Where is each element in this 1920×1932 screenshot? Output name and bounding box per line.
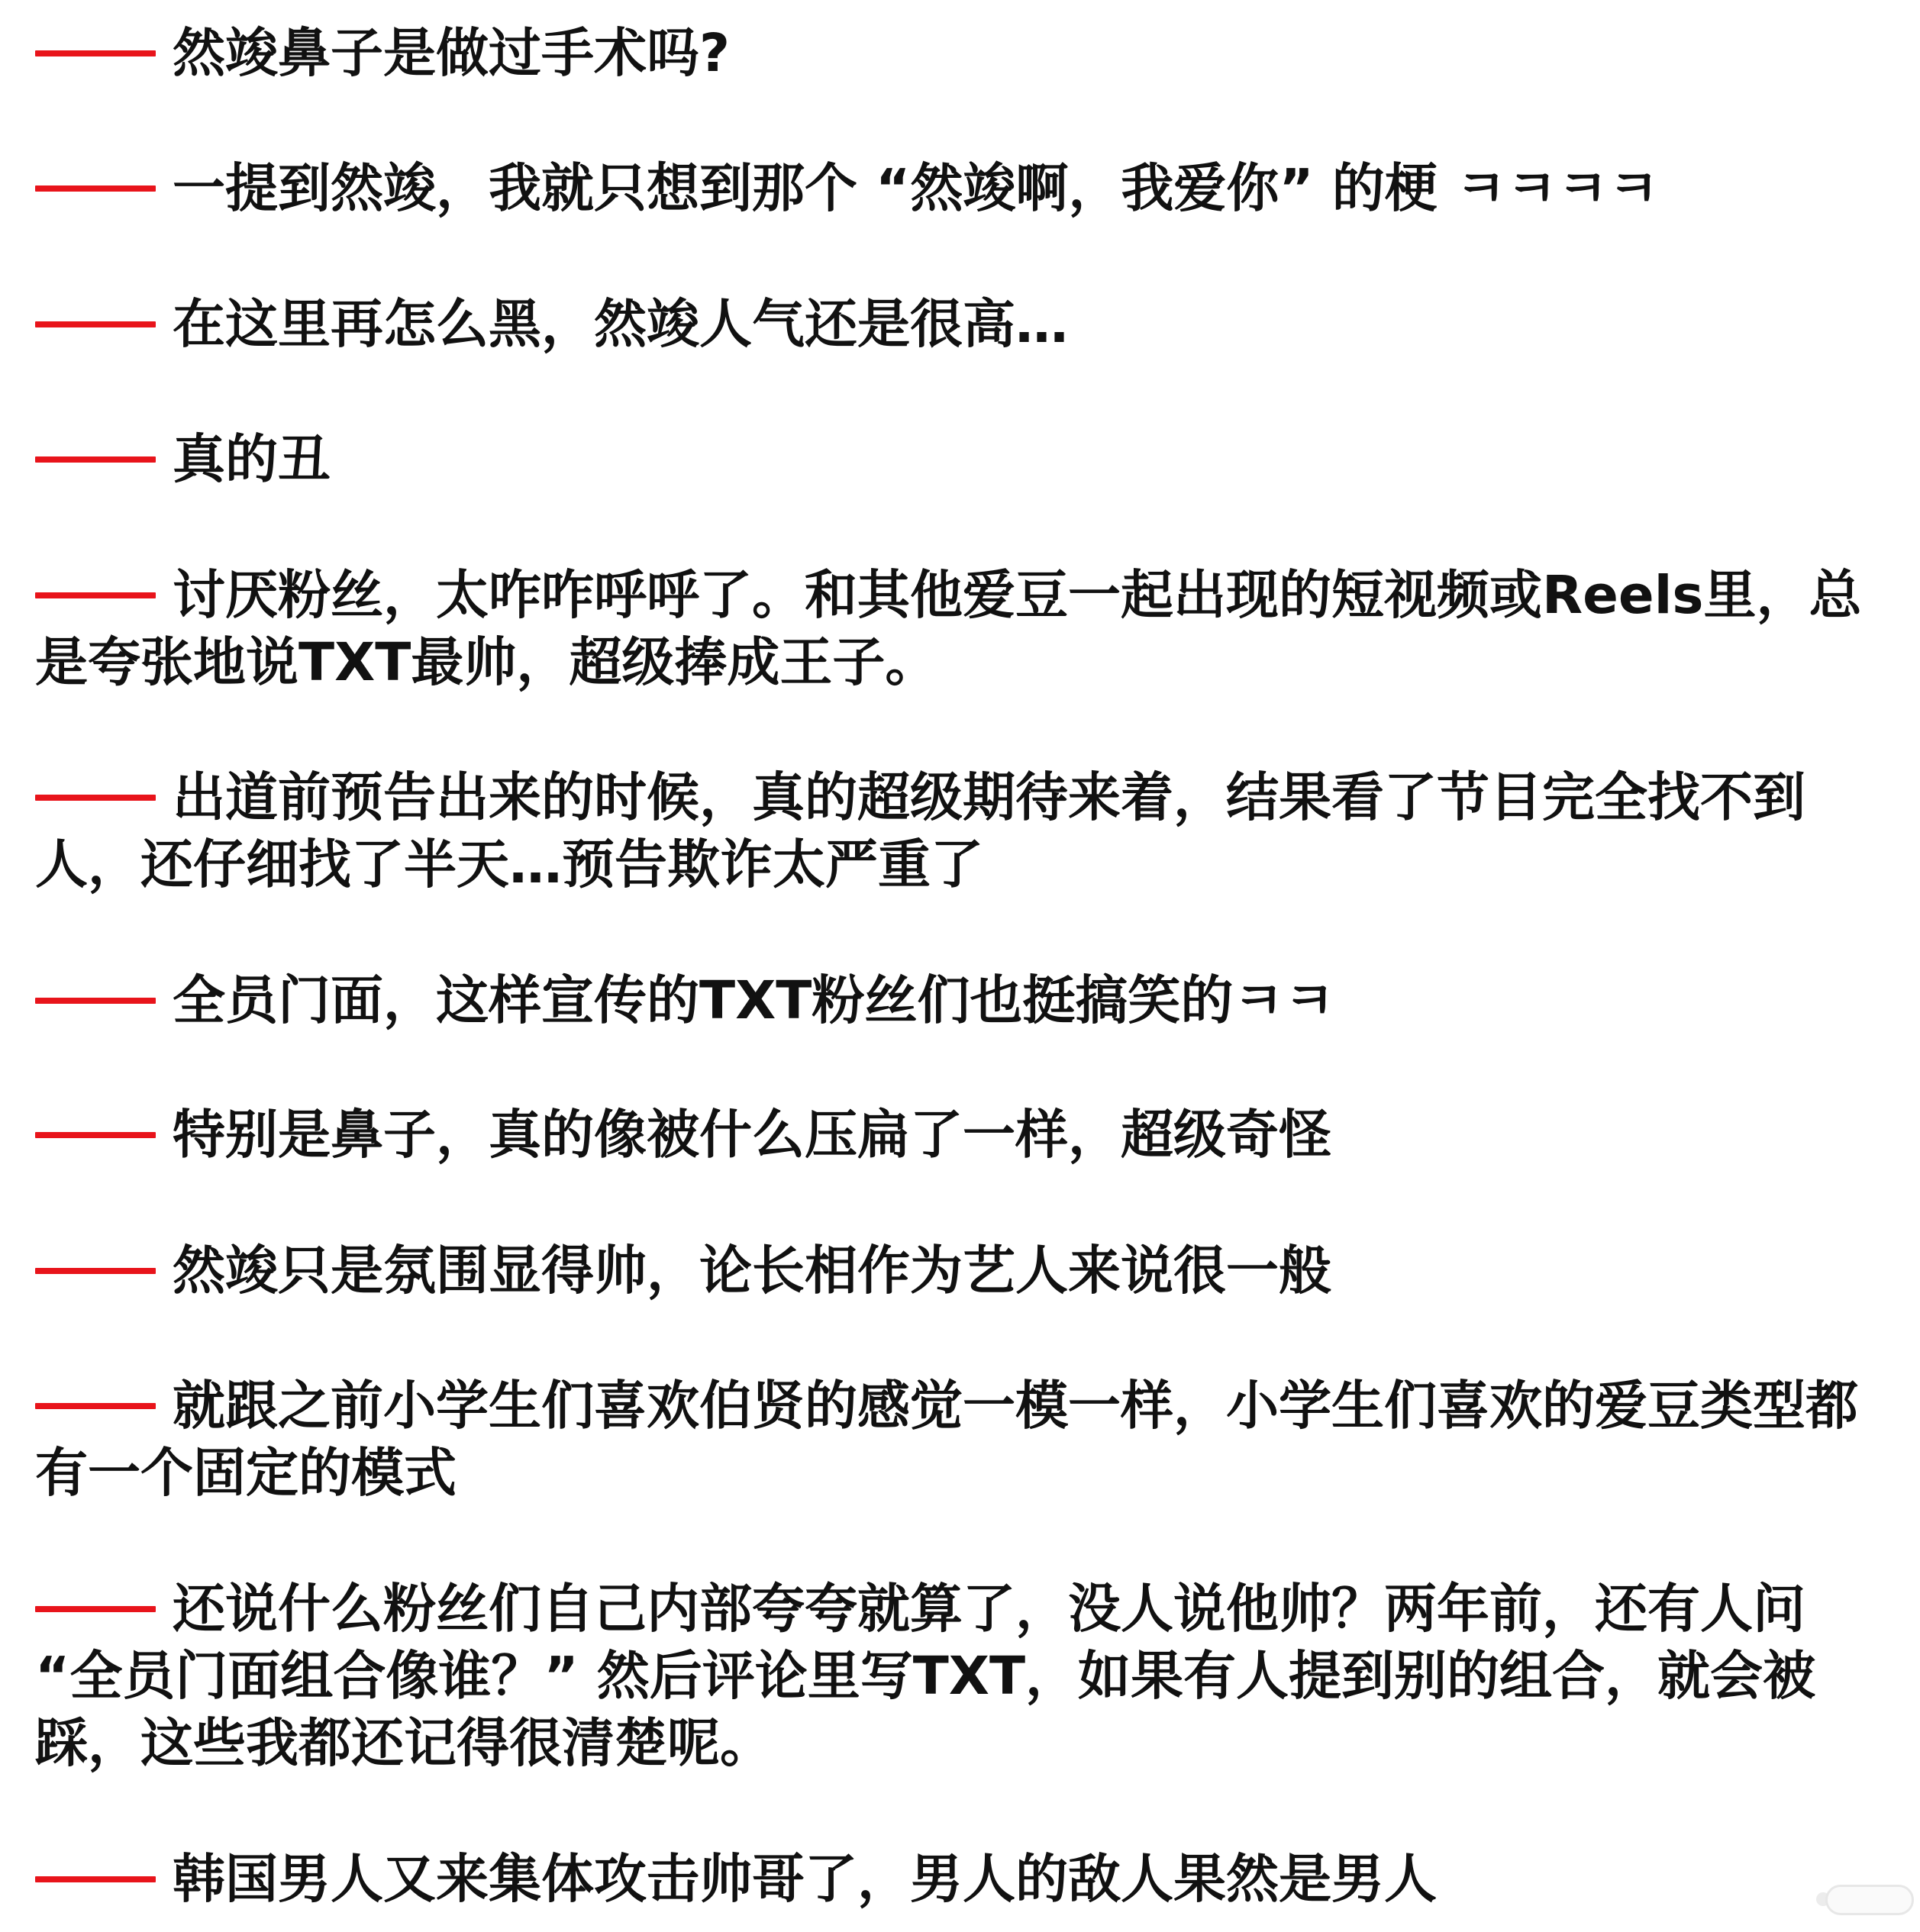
comment: 还说什么粉丝们自己内部夸夸就算了，没人说他帅？两年前，还有人问 “全员门面组合像谁？” 然后评论里写TXT，如果有人提到别的组合，就会被踩，这些我都还记得很清楚呢。: [35, 1579, 1816, 1774]
comment: 讨厌粉丝，太咋咋呼呼了。和其他爱豆一起出现的短视频或Reels里，总是夸张地说TXT最帅，超级捧成王子。: [35, 565, 1862, 693]
comment: 然竣鼻子是做过手术吗?: [173, 23, 731, 84]
comment: 全员门面，这样宣传的TXT粉丝们也挺搞笑的ㅋㅋ: [173, 970, 1335, 1031]
comment: 真的丑: [173, 429, 331, 490]
comment: 特别是鼻子，真的像被什么压扁了一样，超级奇怪: [173, 1105, 1331, 1166]
watermark-pill-icon: [1825, 1885, 1914, 1915]
comment: 就跟之前小学生们喜欢伯贤的感觉一模一样，小学生们喜欢的爱豆类型都有一个固定的模式: [35, 1376, 1858, 1504]
comment: 韩国男人又来集体攻击帅哥了，男人的敌人果然是男人: [173, 1849, 1437, 1910]
comment: 出道前预告出来的时候，真的超级期待来着，结果看了节目完全找不到人，还仔细找了半天…预告欺诈太严重了: [35, 767, 1805, 895]
comment: 一提到然竣，我就只想到那个 “然竣啊，我爱你” 的梗 ㅋㅋㅋㅋ: [173, 158, 1660, 219]
watermark-logo: [1816, 1885, 1914, 1915]
comment: 在这里再怎么黑，然竣人气还是很高…: [173, 294, 1068, 355]
comment: 然竣只是氛围显得帅，论长相作为艺人来说很一般: [173, 1240, 1331, 1301]
